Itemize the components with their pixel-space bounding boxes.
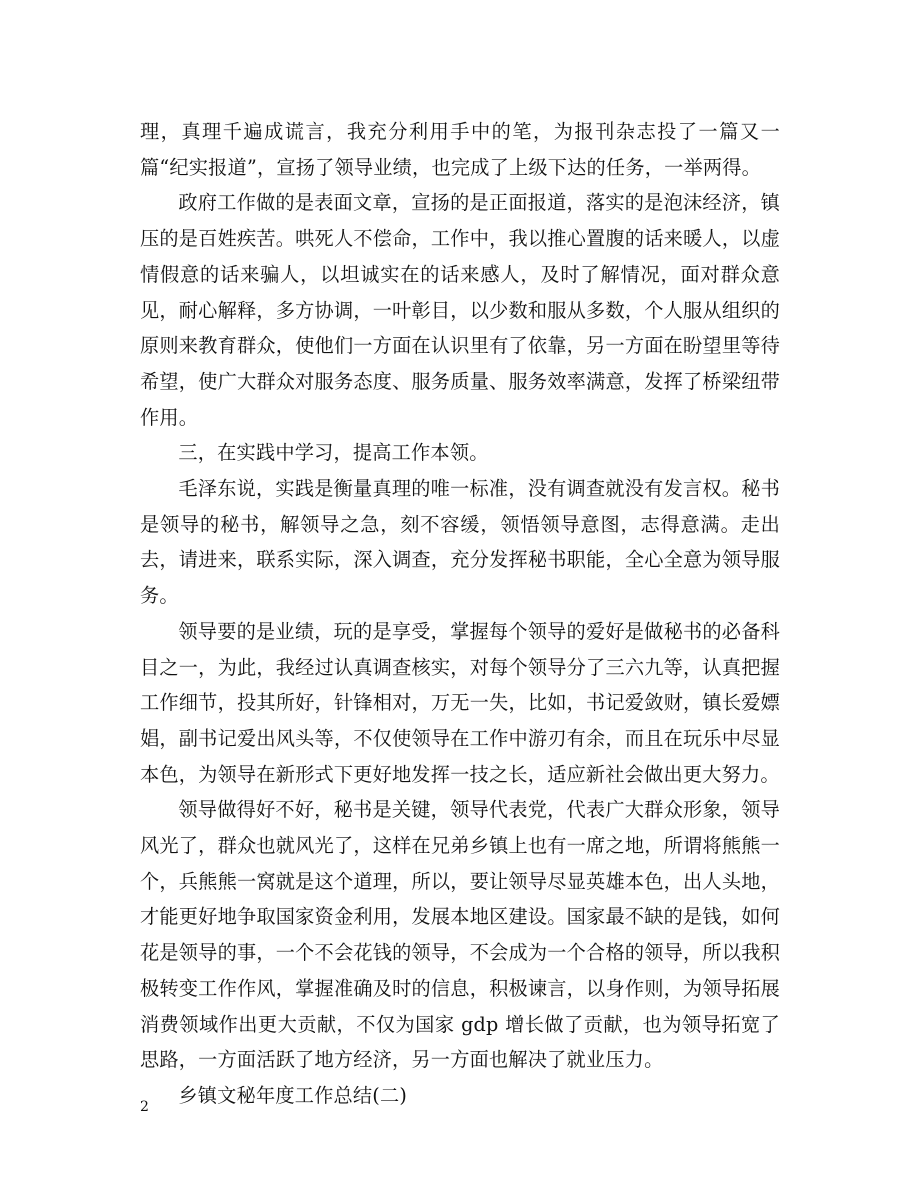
document-body — [140, 114, 780, 1114]
paragraph-mao-quote: 毛泽东说，实践是衡量真理的唯一标准，没有调查就没有发言权。秘书是领导的秘书，解领导之急，刻不容缓，领悟领导意图，志得意满。走出去，请进来，联系实际，深入调查，充分发挥秘书职能，全心全意为领导服务。 — [140, 477, 780, 608]
page-number: 2 — [140, 1099, 149, 1115]
section-heading-practice: 三，在实践中学习，提高工作本领。 — [178, 441, 489, 465]
paragraph-government-work: 政府工作做的是表面文章，宣扬的是正面报道，落实的是泡沫经济，镇压的是百姓疾苦。哄死人不偿命，工作中，我以推心置腹的话来暖人，以虚情假意的话来骗人，以坦诚实在的话来感人，及时了解情况，面对群众意见，耐心解释，多方协调，一叶彰目，以少数和服从多数，个人服从组织的原则来教育群众，使他们一方面在认识里有了依靠，另一方面在盼望里等待希望，使广大群众对服务态度、服务质量、服务效率满意，发挥了桥梁纽带作用。 — [140, 191, 780, 429]
paragraph-leader-performance: 领导要的是业绩，玩的是享受，掌握每个领导的爱好是做秘书的必备科目之一，为此，我经过认真调查核实，对每个领导分了三六九等，认真把握工作细节，投其所好，针锋相对，万无一失，比如，书记爱敛财，镇长爱嫖娼，副书记爱出风头等，不仅使领导在工作中游刃有余，而且在玩乐中尽显本色，为领导在新形式下更好地发挥一技之长，适应新社会做出更大努力。 — [140, 619, 780, 786]
paragraph-leader-image: 领导做得好不好，秘书是关键，领导代表党，代表广大群众形象，领导风光了，群众也就风光了，这样在兄弟乡镇上也有一席之地，所谓将熊熊一个，兵熊熊一窝就是这个道理，所以，要让领导尽显英雄本色，出人头地，才能更好地争取国家资金利用，发展本地区建设。国家最不缺的是钱，如何花是领导的事，一个不会花钱的领导，不会成为一个合格的领导，所以我积极转变工作作风，掌握准确及时的信息，积极谏言，以身作则，为领导拓展消费领域作出更大贡献，不仅为国家 gdp 增长做了贡献，也为领导拓宽了思路，一方面活跃了地方经济，另一方面也解决了就业压力。 — [140, 798, 780, 1072]
next-document-title: 乡镇文秘年度工作总结(二) — [178, 1083, 408, 1107]
paragraph-continuation: 理，真理千遍成谎言，我充分利用手中的笔，为报刊杂志投了一篇又一篇“纪实报道”，宣扬了领导业绩，也完成了上级下达的任务，一举两得。 — [140, 120, 780, 179]
